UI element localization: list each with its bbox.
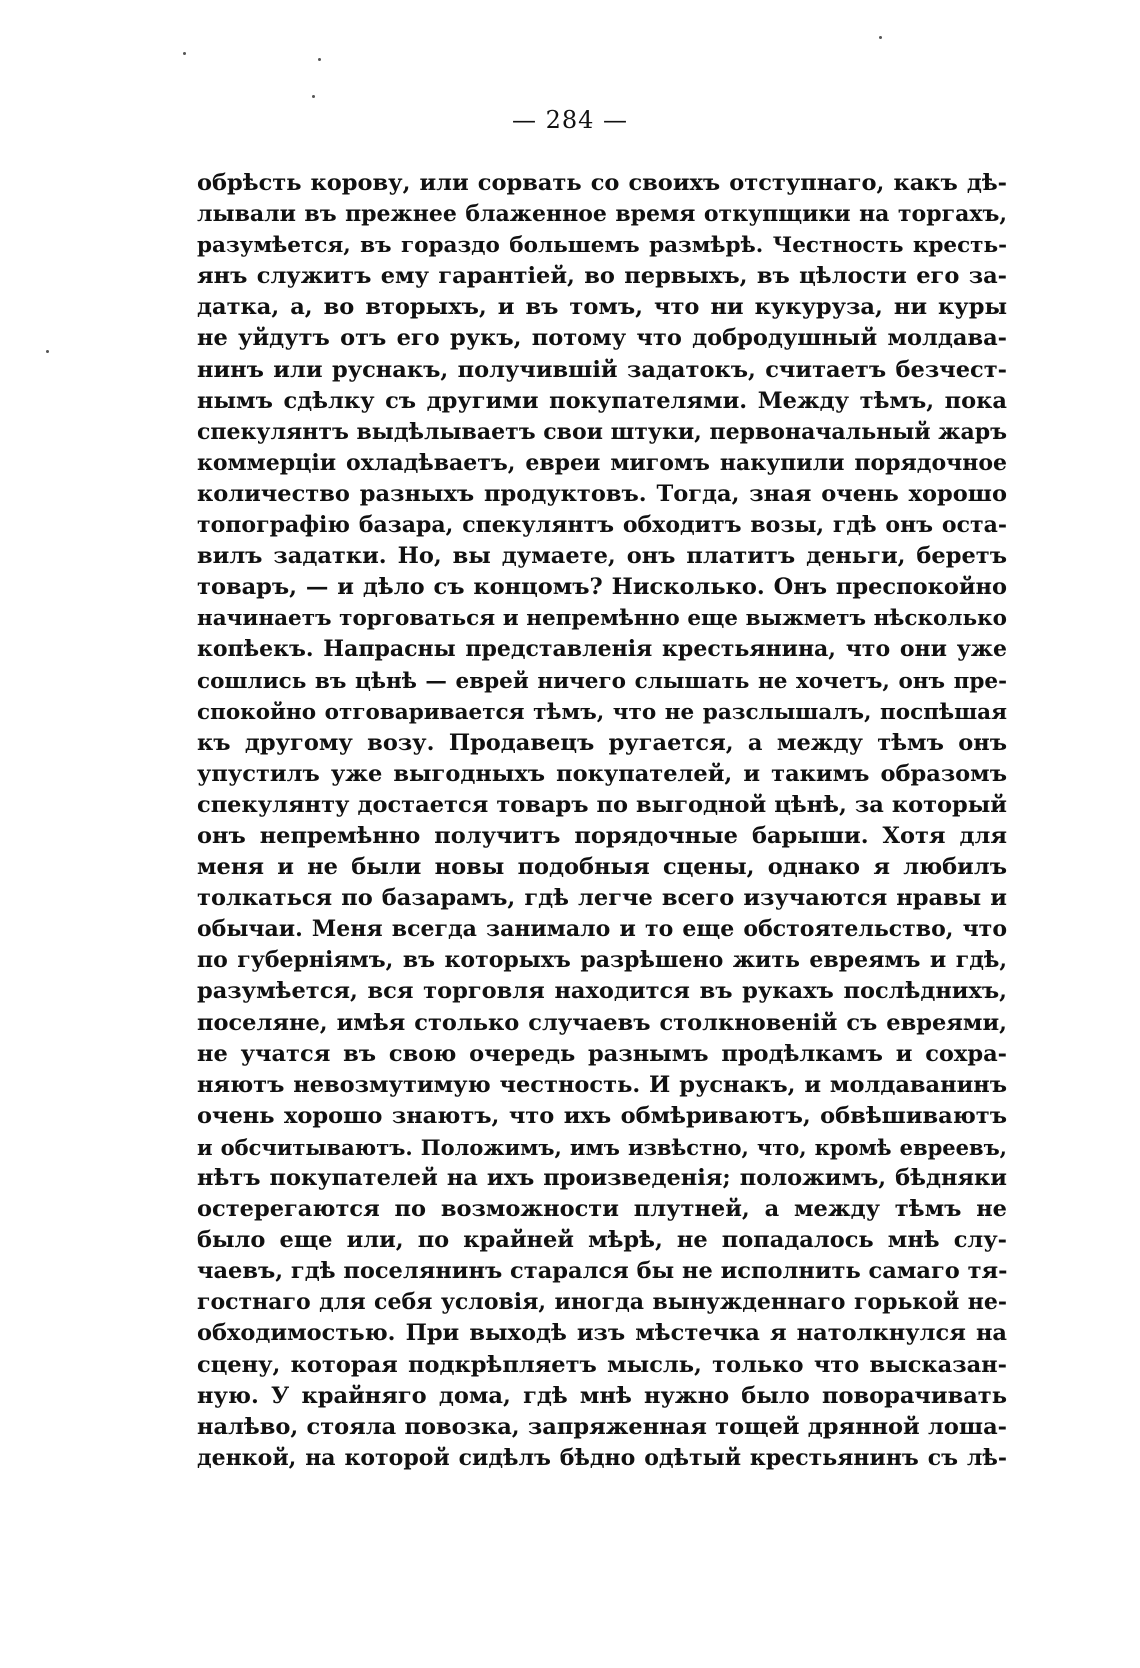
text-line: вилъ задатки. Но, вы думаете, онъ платитъ деньги, беретъ (197, 543, 1007, 570)
scan-speck (312, 95, 315, 98)
scan-speck (318, 58, 321, 61)
text-line: обрѣсть корову, или сорвать со своихъ отступнаго, какъ дѣ- (197, 170, 1007, 196)
text-line: не уйдутъ отъ его рукъ, потому что добродушный молдава- (197, 325, 1007, 352)
text-line: гостнаго для себя условія, иногда вынужденнаго горькой не- (197, 1289, 1007, 1316)
text-line: поселяне, имѣя столько случаевъ столкновеній съ евреями, (197, 1009, 1007, 1036)
text-line: чаевъ, гдѣ поселянинъ старался бы не исполнить самаго тя- (197, 1258, 1007, 1285)
text-line: ную. У крайняго дома, гдѣ мнѣ нужно было поворачивать (197, 1382, 1007, 1409)
text-line: налѣво, стояла повозка, запряженная тощей дрянной лоша- (197, 1413, 1007, 1440)
text-line: къ другому возу. Продавецъ ругается, а между тѣмъ онъ (197, 729, 1007, 756)
text-line: товаръ, — и дѣло съ концомъ? Нисколько. Онъ преспокойно (197, 574, 1007, 601)
scan-speck (879, 36, 882, 39)
body-text (197, 168, 1007, 1474)
text-line: спокойно отговаривается тѣмъ, что не разслышалъ, поспѣшая (197, 699, 1007, 725)
text-line: было еще или, по крайней мѣрѣ, не попадалось мнѣ слу- (197, 1227, 1007, 1254)
text-line: спекулянту достается товаръ по выгодной цѣнѣ, за который (197, 791, 1007, 818)
text-line: разумѣется, въ гораздо большемъ размѣрѣ. Честность кресть- (197, 233, 1007, 259)
text-line: толкаться по базарамъ, гдѣ легче всего изучаются нравы и (197, 885, 1007, 912)
text-line: сцену, которая подкрѣпляетъ мысль, только что высказан- (197, 1351, 1007, 1378)
scan-speck (183, 52, 186, 55)
text-line: не учатся въ свою очередь разнымъ продѣлкамъ и сохра- (197, 1040, 1007, 1067)
text-line: копѣекъ. Напрасны представленія крестьянина, что они уже (197, 636, 1007, 663)
text-line: нымъ сдѣлку съ другими покупателями. Между тѣмъ, пока (197, 387, 1007, 414)
page-number: — 284 — (511, 106, 629, 134)
text-line: сошлись въ цѣнѣ — еврей ничего слышать не хочетъ, онъ пре- (197, 668, 1007, 694)
text-line: топографію базара, спекулянтъ обходитъ возы, гдѣ онъ оста- (197, 512, 1007, 539)
text-line: очень хорошо знаютъ, что ихъ обмѣриваютъ, обвѣшиваютъ (197, 1102, 1007, 1129)
text-line: янъ служитъ ему гарантіей, во первыхъ, въ цѣлости его за- (197, 263, 1007, 290)
text-line: и обсчитываютъ. Положимъ, имъ извѣстно, что, кромѣ евреевъ, (197, 1134, 1007, 1160)
text-line: датка, а, во вторыхъ, и въ томъ, что ни кукуруза, ни куры (197, 294, 1007, 321)
text-line: спекулянтъ выдѣлываетъ свои штуки, первоначальный жаръ (197, 418, 1007, 445)
text-line: няютъ невозмутимую честность. И руснакъ, и молдаванинъ (197, 1071, 1007, 1098)
scan-speck (46, 350, 49, 353)
text-line: начинаетъ торговаться и непремѣнно еще выжметъ нѣсколько (197, 606, 1007, 632)
text-line: обычаи. Меня всегда занимало и то еще обстоятельство, что (197, 916, 1007, 943)
text-line: лывали въ прежнее блаженное время откупщики на торгахъ, (197, 201, 1007, 228)
text-line: меня и не были новы подобныя сцены, однако я любилъ (197, 854, 1007, 881)
text-line: нѣтъ покупателей на ихъ произведенія; положимъ, бѣдняки (197, 1165, 1007, 1191)
text-line: количество разныхъ продуктовъ. Тогда, зная очень хорошо (197, 480, 1007, 507)
text-line: остерегаются по возможности плутней, а между тѣмъ не (197, 1196, 1007, 1223)
text-line: онъ непремѣнно получитъ порядочные барыши. Хотя для (197, 822, 1007, 849)
text-line: упустилъ уже выгодныхъ покупателей, и такимъ образомъ (197, 760, 1007, 787)
text-line: обходимостью. При выходѣ изъ мѣстечка я натолкнулся на (197, 1320, 1007, 1347)
text-line: разумѣется, вся торговля находится въ рукахъ послѣднихъ, (197, 978, 1007, 1005)
text-line: по губерніямъ, въ которыхъ разрѣшено жить евреямъ и гдѣ, (197, 947, 1007, 974)
text-line: нинъ или руснакъ, получившій задатокъ, считаетъ безчест- (197, 356, 1007, 383)
text-line: денкой, на которой сидѣлъ бѣдно одѣтый крестьянинъ съ лѣ- (197, 1444, 1007, 1471)
text-line: коммерціи охладѣваетъ, евреи мигомъ накупили порядочное (197, 449, 1007, 476)
